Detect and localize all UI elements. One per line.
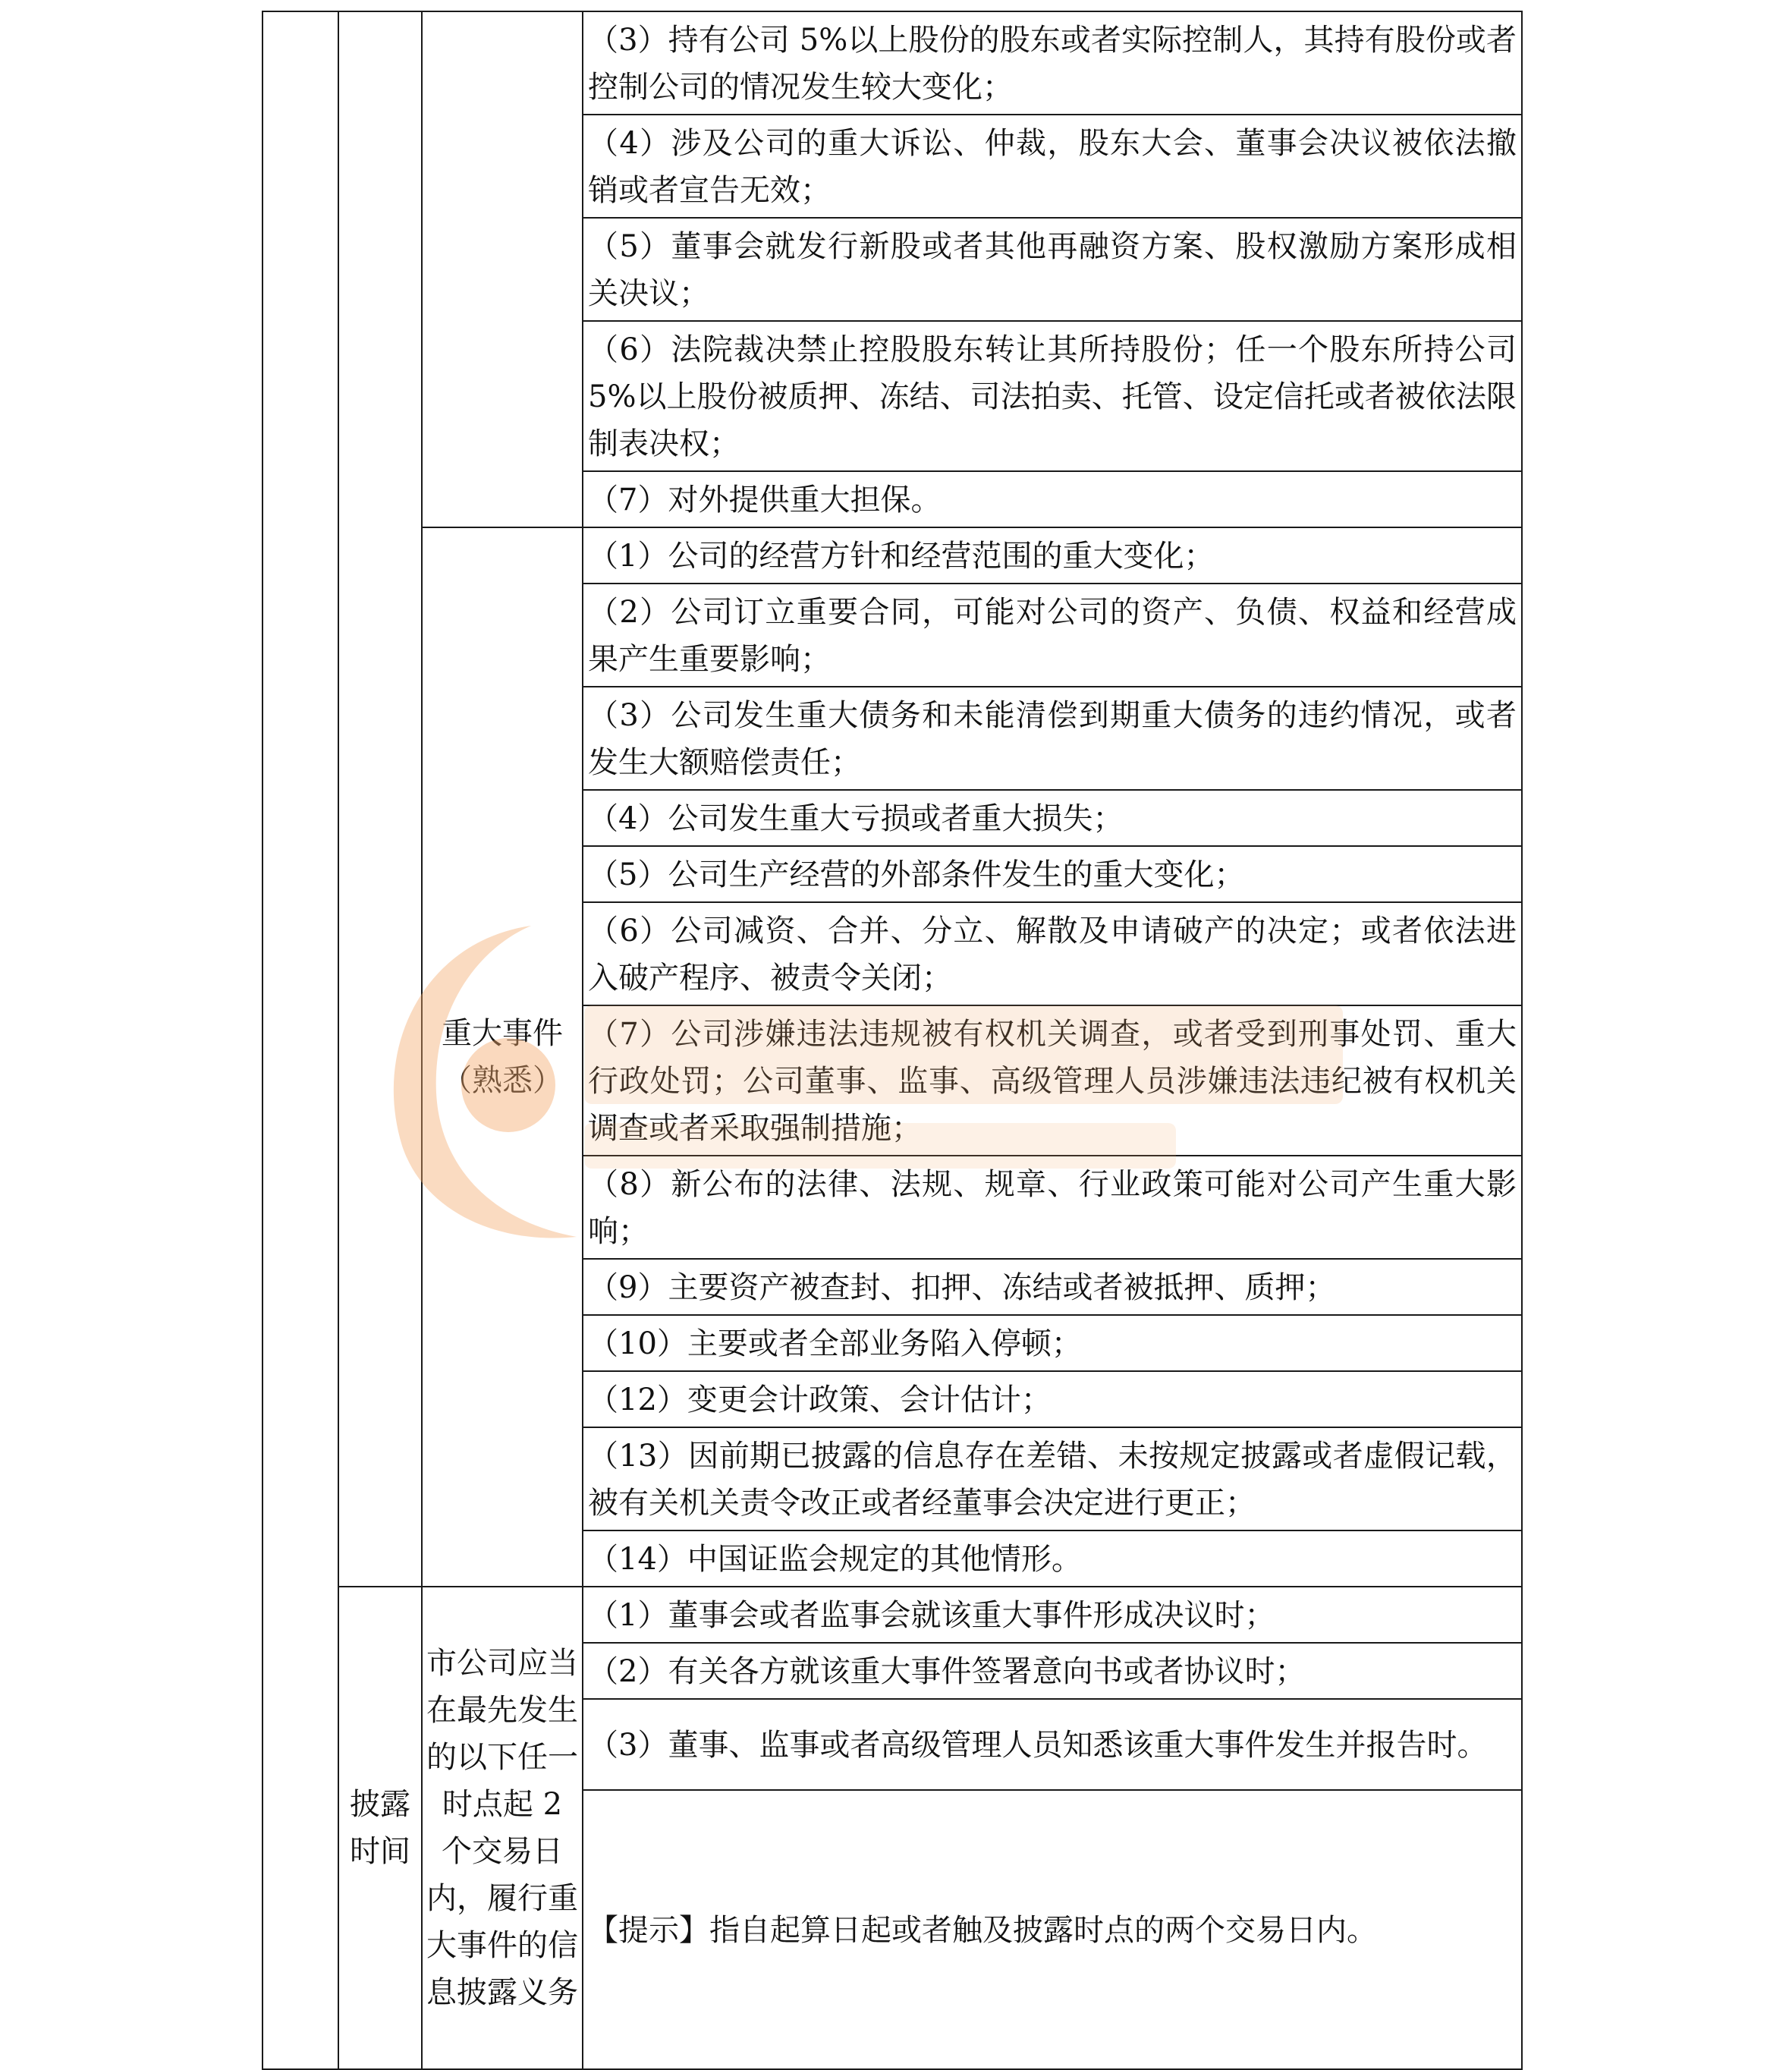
list-item: （5）公司生产经营的外部条件发生的重大变化； bbox=[583, 846, 1522, 902]
list-item: （6）公司减资、合并、分立、解散及申请破产的决定；或者依法进入破产程序、被责令关闭； bbox=[583, 902, 1522, 1005]
list-item: （3）公司发生重大债务和未能清偿到期重大债务的违约情况，或者发生大额赔偿责任； bbox=[583, 687, 1522, 790]
disclosure-table bbox=[262, 11, 1523, 2070]
major-events-label: 重大事件（熟悉） bbox=[422, 527, 583, 1587]
disclosure-time-label: 披露时间 bbox=[338, 1587, 422, 2069]
list-item: （6）法院裁决禁止控股股东转让其所持股份；任一个股东所持公司 5%以上股份被质押、冻结、司法拍卖、托管、设定信托或者被依法限制表决权； bbox=[583, 321, 1522, 471]
list-item: （7）对外提供重大担保。 bbox=[583, 471, 1522, 527]
list-item: （4）涉及公司的重大诉讼、仲裁，股东大会、董事会决议被依法撤销或者宣告无效； bbox=[583, 115, 1522, 218]
list-item: （1）董事会或者监事会就该重大事件形成决议时； bbox=[583, 1587, 1522, 1643]
first-column-blank bbox=[263, 11, 338, 2069]
list-item: （12）变更会计政策、会计估计； bbox=[583, 1371, 1522, 1427]
list-item: （2）有关各方就该重大事件签署意向书或者协议时； bbox=[583, 1643, 1522, 1699]
list-item: （13）因前期已披露的信息存在差错、未按规定披露或者虚假记载，被有关机关责令改正或者经董事会决定进行更正； bbox=[583, 1427, 1522, 1530]
section1-topic-blank bbox=[422, 11, 583, 527]
list-item: （3）持有公司 5%以上股份的股东或者实际控制人，其持有股份或者控制公司的情况发生较大变化； bbox=[583, 11, 1522, 115]
list-item: （3）董事、监事或者高级管理人员知悉该重大事件发生并报告时。 bbox=[583, 1699, 1522, 1790]
list-item: （4）公司发生重大亏损或者重大损失； bbox=[583, 790, 1522, 846]
list-item: （14）中国证监会规定的其他情形。 bbox=[583, 1530, 1522, 1587]
list-item: （7）公司涉嫌违法违规被有权机关调查，或者受到刑事处罚、重大行政处罚；公司董事、监事、高级管理人员涉嫌违法违纪被有权机关调查或者采取强制措施； bbox=[583, 1005, 1522, 1156]
list-item: （1）公司的经营方针和经营范围的重大变化； bbox=[583, 527, 1522, 584]
list-item: （10）主要或者全部业务陷入停顿； bbox=[583, 1315, 1522, 1371]
tip-text: 【提示】指自起算日起或者触及披露时点的两个交易日内。 bbox=[583, 1790, 1522, 2069]
list-item: （2）公司订立重要合同，可能对公司的资产、负债、权益和经营成果产生重要影响； bbox=[583, 584, 1522, 687]
second-column-blank bbox=[338, 11, 422, 1587]
disclosure-rule-text: 市公司应当在最先发生的以下任一时点起 2 个交易日内，履行重大事件的信息披露义务 bbox=[422, 1587, 583, 2069]
list-item: （9）主要资产被查封、扣押、冻结或者被抵押、质押； bbox=[583, 1259, 1522, 1315]
list-item: （8）新公布的法律、法规、规章、行业政策可能对公司产生重大影响； bbox=[583, 1156, 1522, 1259]
list-item: （5）董事会就发行新股或者其他再融资方案、股权激励方案形成相关决议； bbox=[583, 218, 1522, 321]
